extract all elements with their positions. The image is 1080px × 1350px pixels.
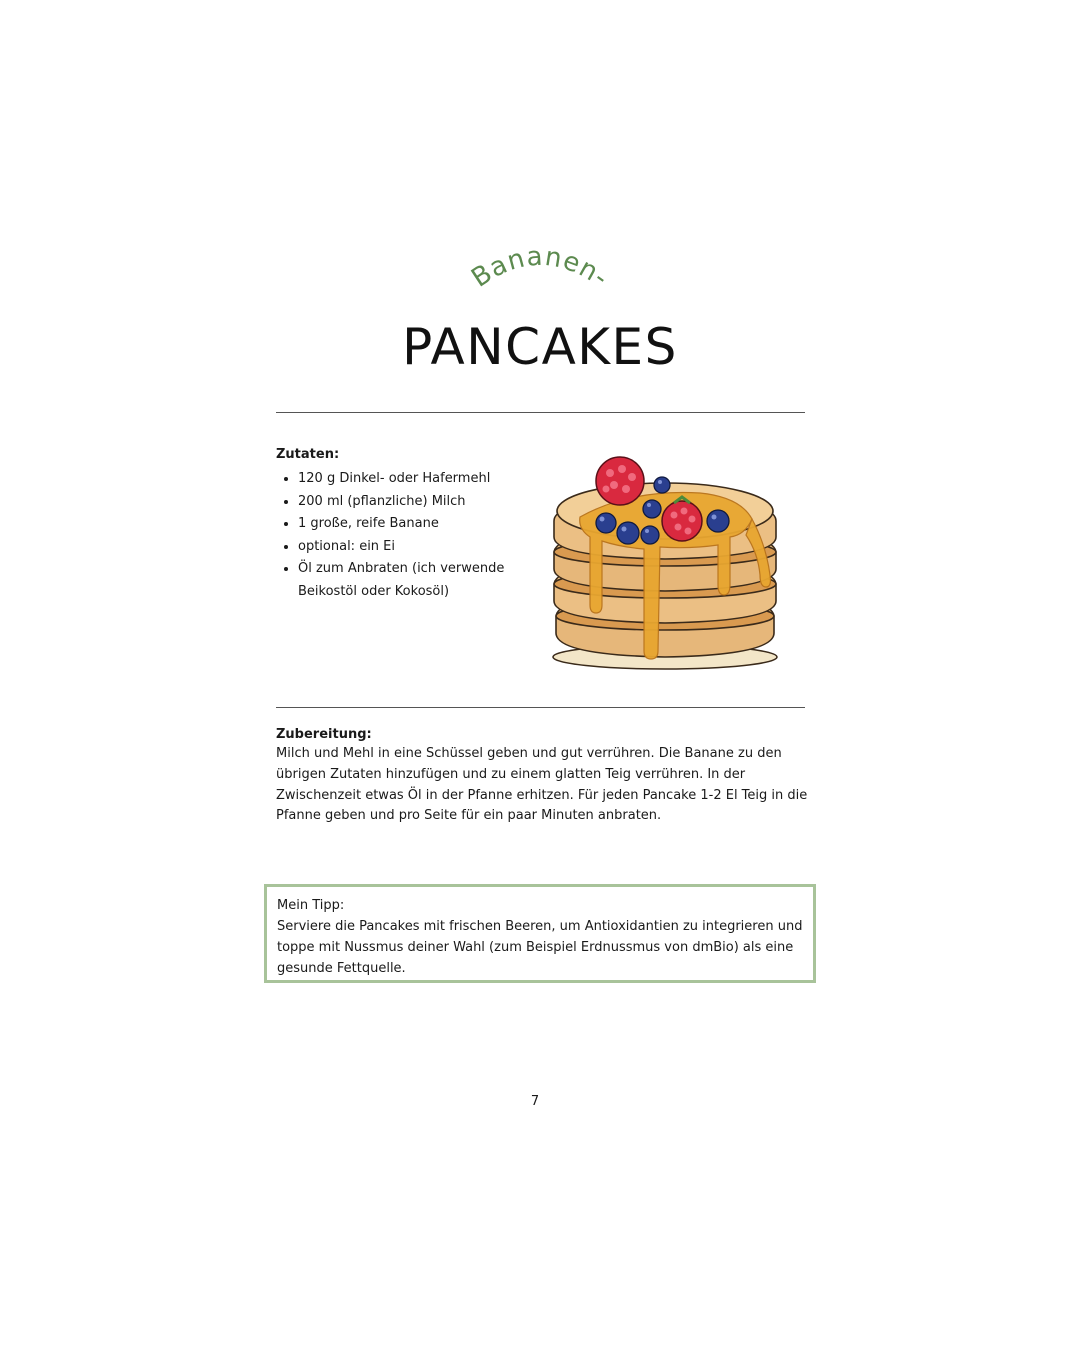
divider-bottom (276, 707, 805, 708)
tip-text: Serviere die Pancakes mit frischen Beeren, um Antioxidantien zu integrieren und toppe mit Nussmus deiner Wahl (zum Beispiel Erdnussmus von dmBio) als eine gesunde Fettquelle. (277, 919, 803, 976)
ingredient-item: • optional: ein Ei (298, 536, 536, 559)
ingredients-heading: Zutaten: (276, 447, 340, 462)
preparation-heading: Zubereitung: (276, 727, 372, 742)
raspberry-icon (596, 457, 644, 505)
ingredient-item: • 1 große, reife Banane (298, 513, 536, 536)
page-title: PANCAKES (402, 318, 678, 376)
preparation-section (276, 727, 816, 827)
ingredients-section (276, 447, 536, 603)
tip-box (264, 884, 816, 983)
pancake-stack-icon (540, 445, 790, 677)
ingredient-item: • Öl zum Anbraten (ich verwende Beikostöl oder Kokosöl) (298, 558, 536, 603)
ingredient-item: • 200 ml (pflanzliche) Milch (298, 491, 536, 514)
tip-heading: Mein Tipp: (277, 898, 345, 913)
divider-top (276, 412, 805, 413)
recipe-subtitle (440, 225, 640, 315)
ingredient-item: • 120 g Dinkel- oder Hafermehl (298, 468, 536, 491)
page-number: 7 (530, 1094, 540, 1109)
recipe-subtitle-text: Bananen- (466, 241, 615, 294)
svg-text:Bananen- (466, 242, 614, 294)
ingredients-list (276, 468, 536, 603)
pancake-stack-illustration (540, 445, 790, 677)
preparation-text: Milch und Mehl in eine Schüssel geben und gut verrühren. Die Banane zu den übrigen Zutaten hinzufügen und zu einem glatten Teig verrühren. In der Zwischenzeit etwas Öl in der Pfanne erhitzen. Für jeden Pancake 1-2 El Teig in die Pfanne geben und pro Seite für ein paar Minuten anbraten. (276, 746, 808, 824)
recipe-subtitle-arc (440, 225, 640, 315)
